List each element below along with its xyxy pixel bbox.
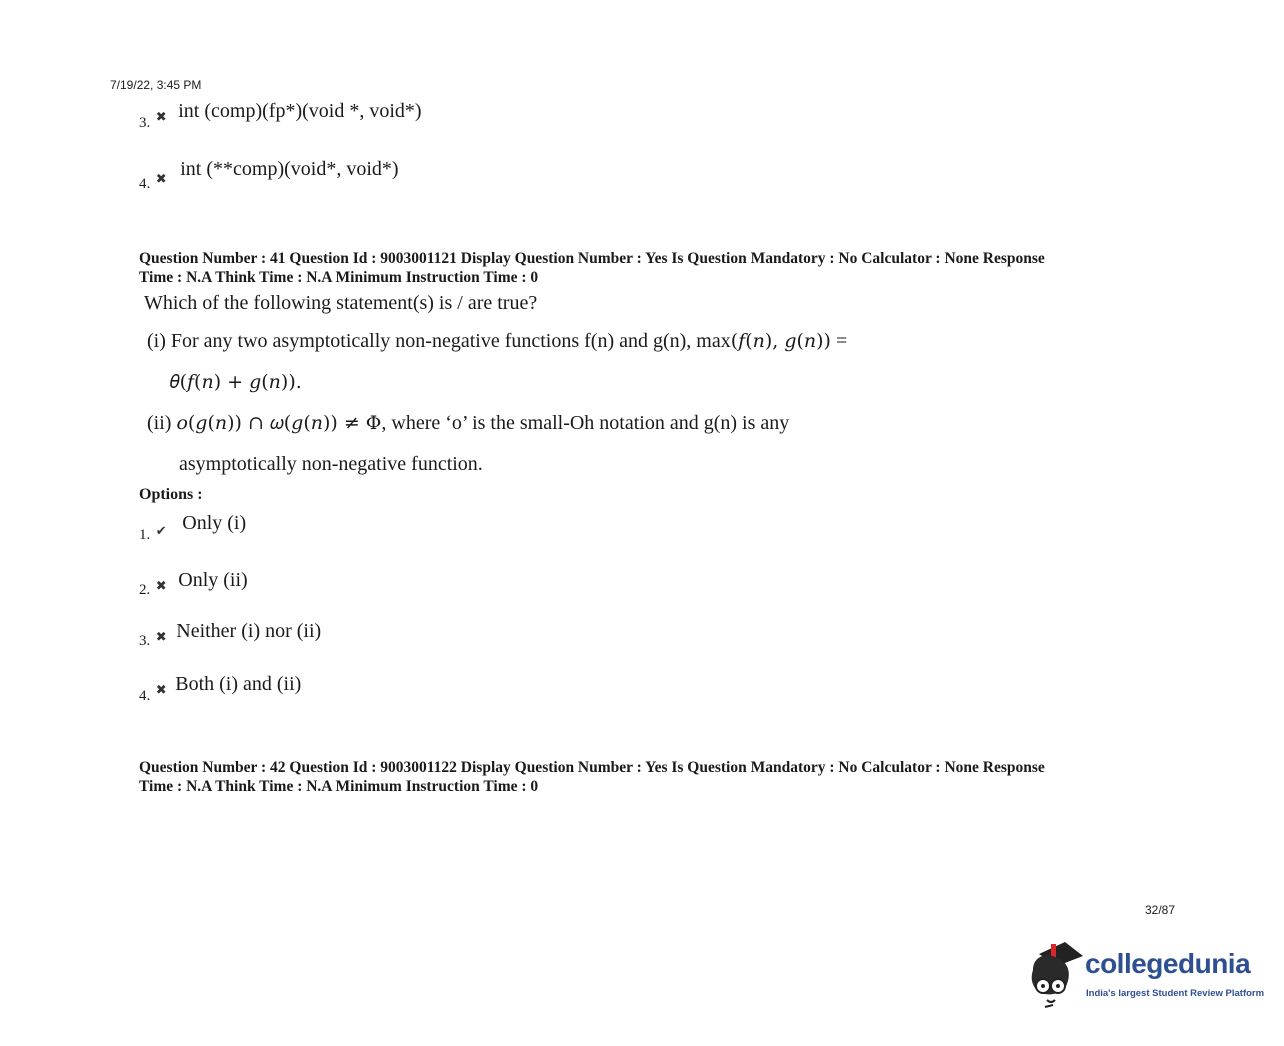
logo-wordmark: collegedunia — [1085, 948, 1251, 979]
cross-icon: ✖ — [155, 629, 167, 644]
option-3: 3. ✖ Neither (i) nor (ii) — [139, 620, 322, 649]
statement-2-math: 𝑜(𝑔(𝑛)) ∩ 𝜔(𝑔(𝑛)) ≠ Φ — [176, 412, 382, 434]
options-label: Options : — [139, 486, 203, 503]
option-2: 2. ✖ Only (ii) — [139, 569, 248, 598]
cross-icon: ✖ — [155, 578, 167, 593]
prev-option-4: 4. ✖ int (**comp)(void*, void*) — [139, 158, 399, 192]
statement-1-math: (𝑓(𝑛), 𝑔(𝑛)) — [730, 330, 831, 352]
statement-2-continued: asymptotically non-negative function. — [179, 453, 483, 475]
statement-2: (ii) 𝑜(𝑔(𝑛)) ∩ 𝜔(𝑔(𝑛)) ≠ Φ, where ‘o’ is the small-Oh notation and g(n) is any — [147, 412, 790, 434]
option-1: 1. ✔ Only (i) — [139, 512, 247, 543]
statement-1: (i) For any two asymptotically non-negative functions f(n) and g(n), max(𝑓(𝑛), 𝑔(𝑛)) = — [147, 330, 848, 352]
cross-icon: ✖ — [155, 109, 167, 124]
question-41-prompt: Which of the following statement(s) is / are true? — [144, 292, 538, 314]
question-41-meta: Question Number : 41 Question Id : 9003001121 Display Question Number : Yes Is Question Mandatory : No Calculator : None Response Time : N.A Think Time : N.A Minimum Instruction Time : 0 — [139, 250, 1045, 286]
cross-icon: ✖ — [155, 682, 167, 697]
cross-icon: ✖ — [155, 171, 167, 186]
logo-tagline: India's largest Student Review Platform — [1086, 988, 1265, 999]
prev-option-3: 3. ✖ int (comp)(fp*)(void *, void*) — [139, 100, 422, 131]
question-42-meta: Question Number : 42 Question Id : 9003001122 Display Question Number : Yes Is Question Mandatory : No Calculator : None Response Time : N.A Think Time : N.A Minimum Instruction Time : 0 — [139, 759, 1045, 795]
mascot-icon — [1025, 940, 1087, 1010]
print-datetime: 7/19/22, 3:45 PM — [110, 78, 202, 92]
option-4: 4. ✖ Both (i) and (ii) — [139, 673, 302, 704]
statement-1-theta: 𝜃(𝑓(𝑛) + 𝑔(𝑛)). — [170, 371, 302, 393]
page-number: 32/87 — [1145, 903, 1176, 917]
collegedunia-logo — [1025, 940, 1265, 1010]
check-icon: ✔ — [155, 523, 167, 538]
